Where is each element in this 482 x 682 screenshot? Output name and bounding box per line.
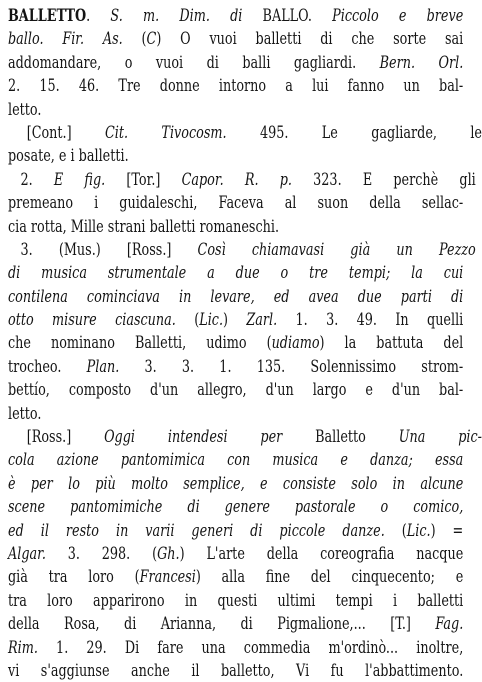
- text-line: premeano i guidaleschi, Faceva al suon della sellac-: [8, 193, 464, 213]
- text-line: Algar. 3. 298. (Gh.) L'arte della coreografia nacque: [8, 543, 464, 563]
- text-line: 3. (Mus.) [Ross.] Così chiamavasi già un Pezzo: [20, 239, 476, 259]
- text-line: ed il resto in varii generi di piccole danze. (Lic.) =: [8, 520, 464, 540]
- text-line: scene pantomimiche di genere pastorale o comico,: [8, 497, 464, 517]
- text-line: tra loro apparirono in questi ultimi tempi i balletti: [8, 590, 464, 610]
- text-line: vi s'aggiunse anche il balletto, Vi fu l'abbattimento.: [8, 660, 464, 680]
- text-line: contilena cominciava in levare, ed avea due parti di: [8, 286, 464, 306]
- text-line: cola azione pantomimica con musica e danza; essa: [8, 450, 464, 470]
- text-line: BALLETTO. S. m. Dim. di BALLO. Piccolo e breve: [8, 6, 464, 25]
- text-line: letto.: [8, 99, 42, 119]
- text-line: trocheo. Plan. 3. 3. 1. 135. Solennissimo strom-: [8, 356, 464, 376]
- text-line: [Cont.] Cit. Tivocosm. 495. Le gagliarde, le: [26, 122, 482, 142]
- text-line: posate, e i balletti.: [8, 146, 129, 166]
- text-line: che nominano Balletti, udimo (udiamo) la battuta del: [8, 333, 464, 353]
- text-line: addomandare, o vuoi di balli gagliardi. Bern. Orl.: [8, 52, 464, 72]
- text-line: della Rosa, di Arianna, di Pigmalione,... [T.] Fag.: [8, 614, 464, 634]
- dictionary-entry-balletto: [8, 4, 482, 682]
- text-line: di musica strumentale a due o tre tempi; la cui: [8, 263, 464, 283]
- text-line: letto.: [8, 403, 42, 423]
- text-line: 2. E fig. [Tor.] Capor. R. p. 323. E perchè gli: [20, 169, 476, 189]
- text-line: cia rotta, Mille strani balletti romaneschi.: [8, 216, 280, 236]
- text-line: è per lo più molto semplice, e consiste solo in alcune: [8, 473, 464, 493]
- text-line: 2. 15. 46. Tre donne intorno a lui fanno un bal-: [8, 76, 464, 96]
- text-line: otto misure ciascuna. (Lic.) Zarl. 1. 3. 49. In quelli: [8, 310, 464, 330]
- text-line: bettío, composto d'un allegro, d'un largo e d'un bal-: [8, 380, 464, 400]
- text-line: Rim. 1. 29. Di fare una commedia m'ordinò... inoltre,: [8, 637, 464, 657]
- text-line: [Ross.] Oggi intendesi per Balletto Una pic-: [26, 427, 482, 447]
- text-line: ballo. Fir. As. (C) O vuoi balletti di che sorte sai: [8, 29, 464, 49]
- text-line: già tra loro (Francesi) alla fine del cinquecento; e: [8, 567, 464, 587]
